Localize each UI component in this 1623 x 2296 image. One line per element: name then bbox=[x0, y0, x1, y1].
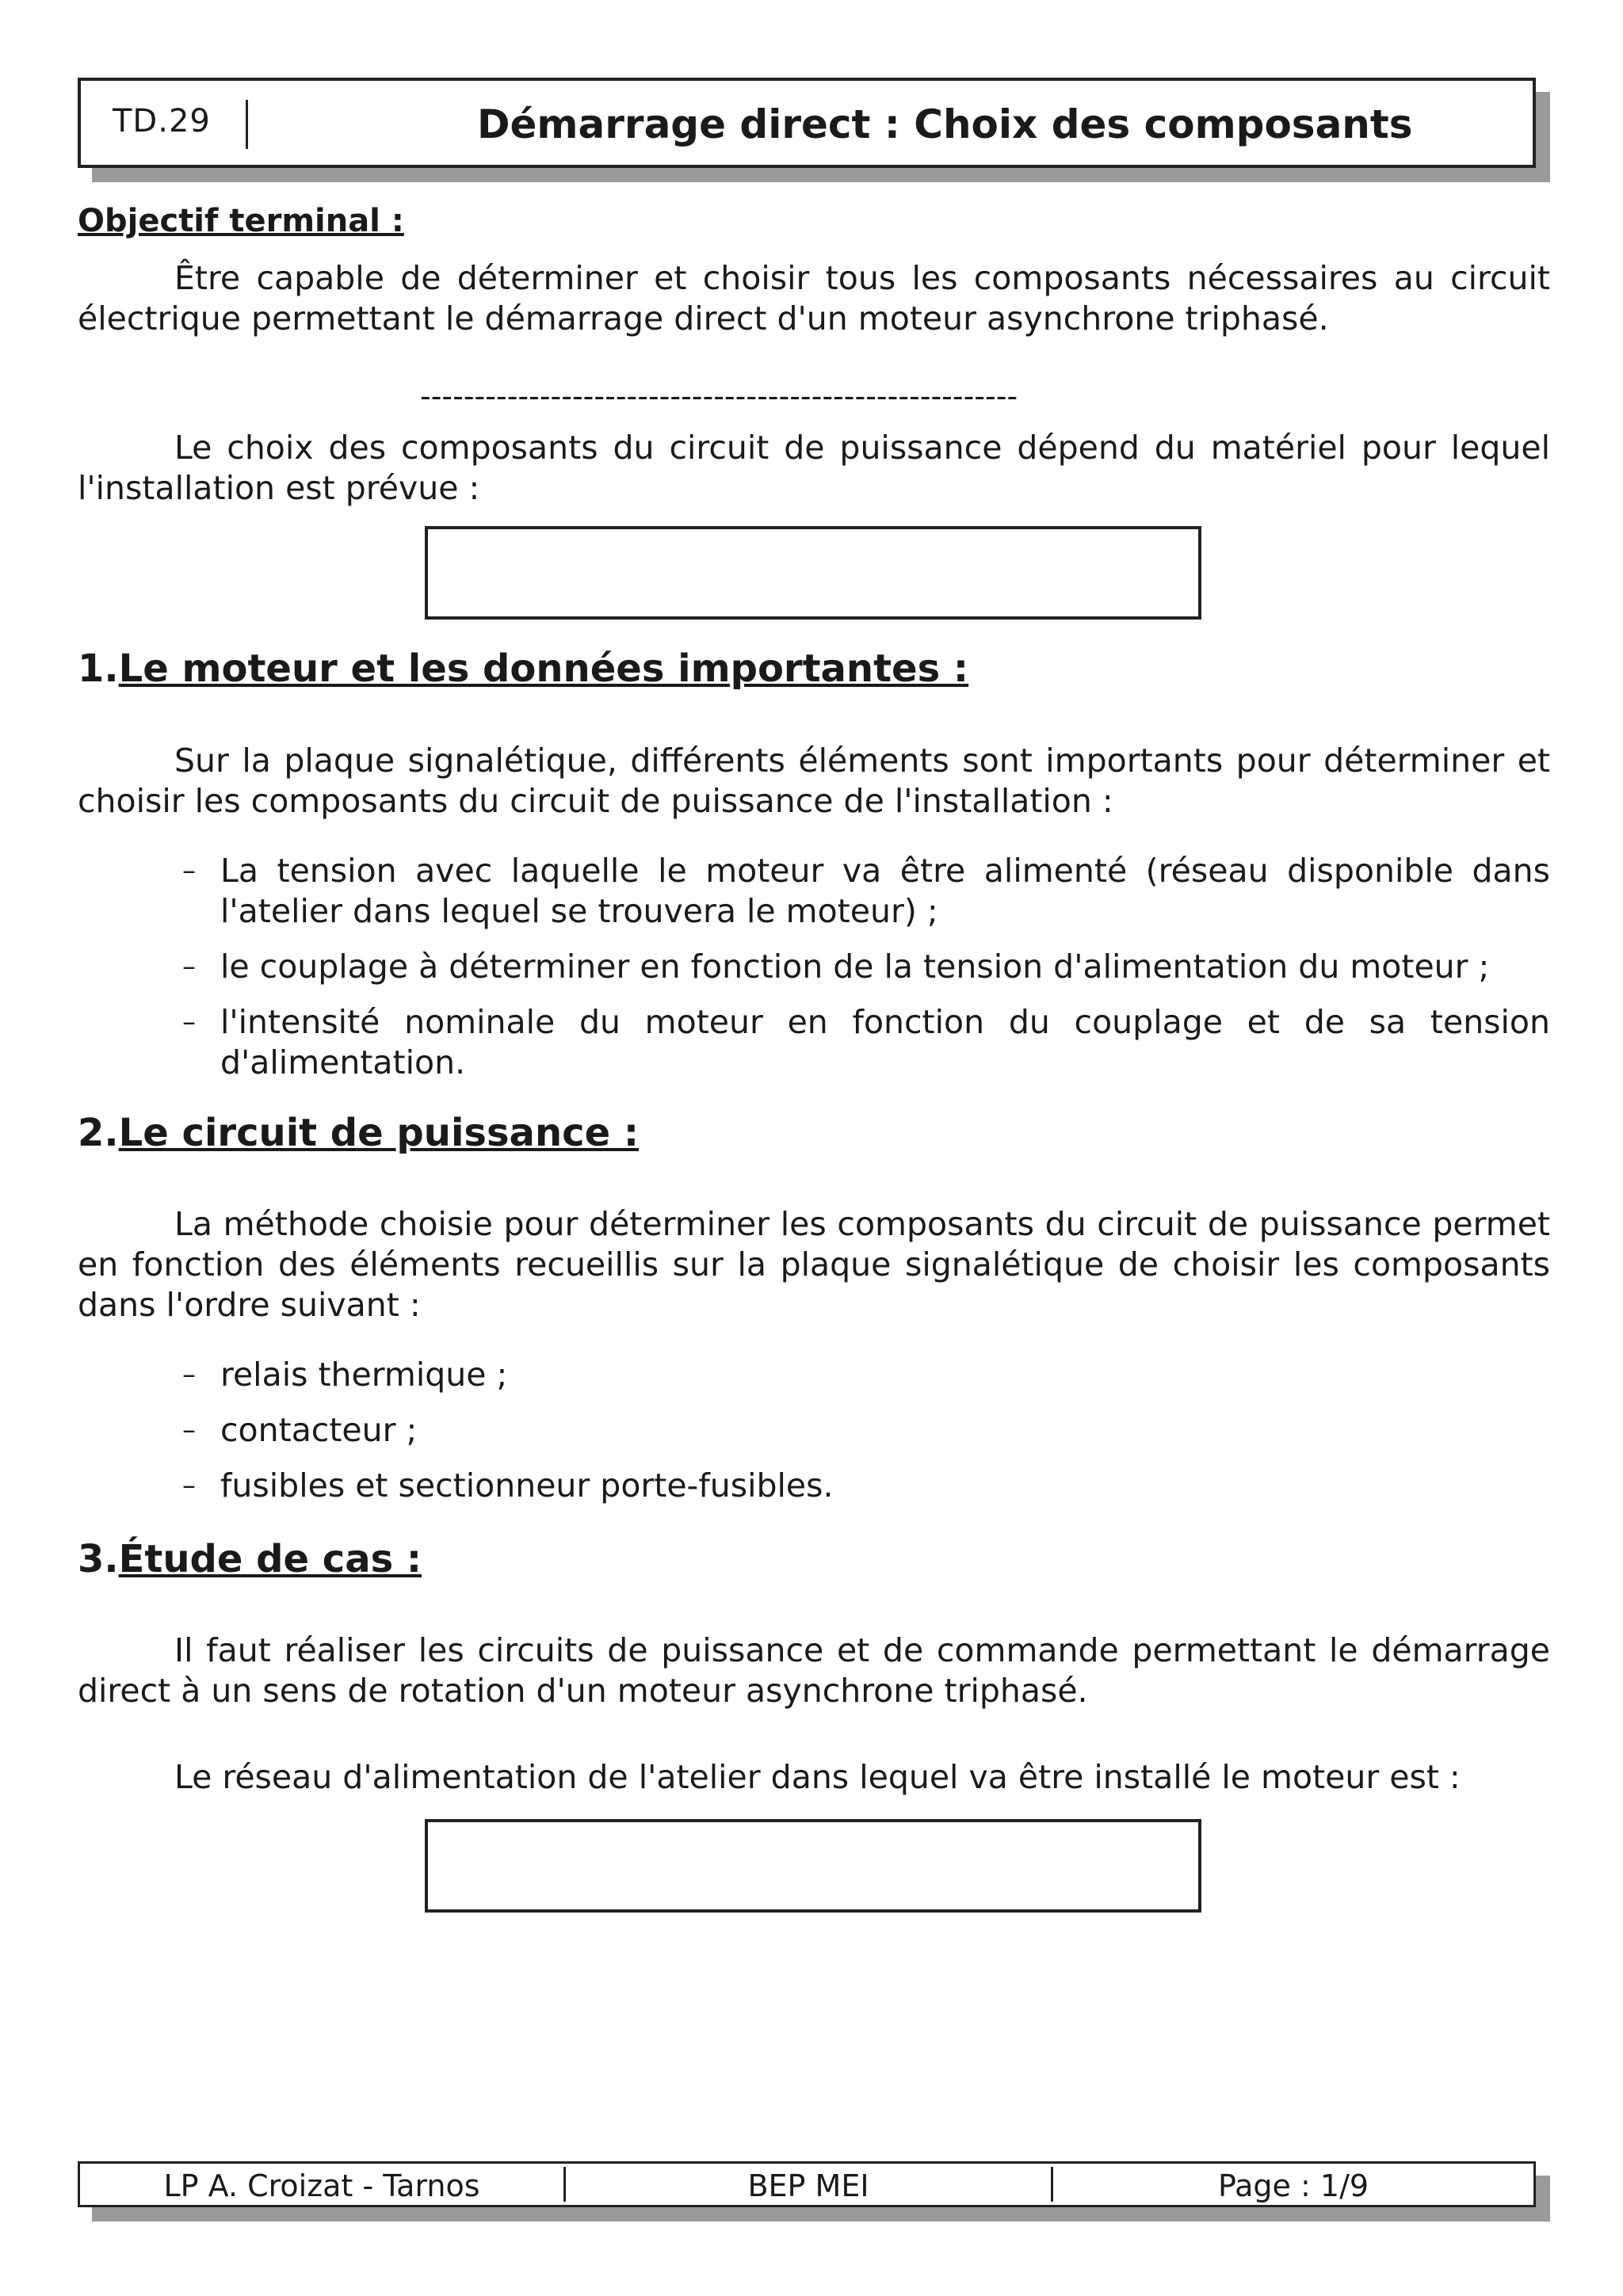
page-title: Démarrage direct : Choix des composants bbox=[477, 101, 1413, 147]
section-3-heading bbox=[78, 1537, 422, 1581]
section-1-heading bbox=[78, 646, 968, 691]
answer-box-equipment[interactable] bbox=[425, 526, 1201, 620]
list-item: – contacteur ; bbox=[182, 1410, 1550, 1451]
section-2-title: Le circuit de puissance : bbox=[118, 1111, 640, 1155]
section-2-number: 2. bbox=[78, 1111, 119, 1155]
footer-page: Page : 1/9 bbox=[1217, 2168, 1369, 2203]
section-1-list bbox=[182, 851, 1550, 1098]
list-item: – relais thermique ; bbox=[182, 1355, 1550, 1395]
section-2-heading bbox=[78, 1111, 639, 1155]
td-label: TD.29 bbox=[113, 103, 211, 139]
intro-text: Le choix des composants du circuit de puissance dépend du matériel pour lequel l'installation est prévue : bbox=[78, 429, 1550, 507]
footer-course: BEP MEI bbox=[747, 2168, 869, 2203]
list-item: – l'intensité nominale du moteur en fonction du couplage et de sa tension d'alimentation. bbox=[182, 1002, 1550, 1083]
section-2-text: La méthode choisie pour déterminer les composants du circuit de puissance permet en fonction des éléments recueillis sur la plaque signalétique de choisir les composants dans l'ordre suivant : bbox=[78, 1205, 1550, 1324]
section-2-list bbox=[182, 1355, 1550, 1521]
section-1-text: Sur la plaque signalétique, différents éléments sont importants pour déterminer et choisir les composants du circuit de puissance de l'installation : bbox=[78, 742, 1550, 820]
separator-line: ------------------------------------------------------- bbox=[420, 379, 1018, 414]
section-3-number: 3. bbox=[78, 1537, 119, 1581]
section-3-title: Étude de cas : bbox=[118, 1537, 422, 1581]
footer bbox=[78, 2161, 1536, 2207]
footer-school: LP A. Croizat - Tarnos bbox=[163, 2168, 480, 2203]
list-item: – La tension avec laquelle le moteur va être alimenté (réseau disponible dans l'atelier dans lequel se trouvera le moteur) ; bbox=[182, 851, 1550, 932]
section-3-network-text: Le réseau d'alimentation de l'atelier dans lequel va être installé le moteur est : bbox=[174, 1758, 1461, 1796]
header-box bbox=[78, 78, 1536, 168]
answer-box-network[interactable] bbox=[425, 1819, 1201, 1913]
objective-heading: Objectif terminal : bbox=[78, 203, 404, 239]
header-divider bbox=[246, 100, 248, 149]
list-item: – le couplage à déterminer en fonction de la tension d'alimentation du moteur ; bbox=[182, 947, 1550, 987]
section-1-number: 1. bbox=[78, 646, 119, 691]
objective-text: Être capable de déterminer et choisir tous les composants nécessaires au circuit électrique permettant le démarrage direct d'un moteur asynchrone triphasé. bbox=[78, 259, 1550, 338]
section-1-title: Le moteur et les données importantes : bbox=[118, 646, 969, 691]
list-item: – fusibles et sectionneur porte-fusibles. bbox=[182, 1466, 1550, 1506]
section-3-text: Il faut réaliser les circuits de puissance et de commande permettant le démarrage direct à un sens de rotation d'un moteur asynchrone triphasé. bbox=[78, 1631, 1550, 1710]
